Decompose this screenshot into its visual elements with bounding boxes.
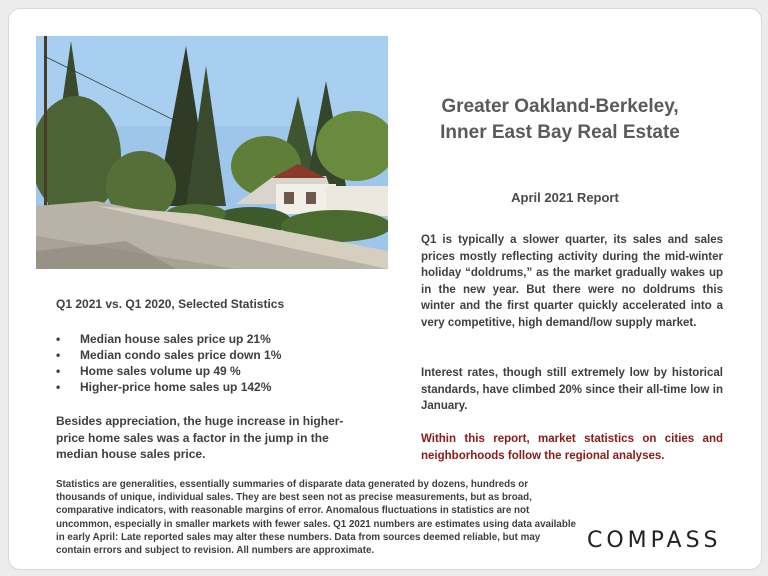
appreciation-note: Besides appreciation, the huge increase in higher-price home sales was a factor in the jump in the median house sales price. [56,414,344,461]
bullet-icon: • [56,332,61,346]
stat-text: Higher-price home sales up 142% [80,380,272,394]
neighborhood-street-photo [36,36,388,269]
statistics-heading: Q1 2021 vs. Q1 2020, Selected Statistics [56,297,285,311]
interest-rate-paragraph: Interest rates, though still extremely low by historical standards, have climbed 20% since their all-time low in January. [421,367,723,412]
bullet-icon: • [56,380,61,394]
stat-text: Median condo sales price down 1% [80,348,282,362]
compass-logo: COMPASS [587,528,722,553]
bullet-icon: • [56,348,61,362]
title-line-1: Greater Oakland-Berkeley, [441,96,679,117]
report-title [410,94,710,146]
intro-paragraph: Q1 is typically a slower quarter, its sales and sales prices mostly reflecting activity during the mid-winter holiday “doldrums,” as the market gradually wakes up in the new year. But there were no doldrums this winter and the first quarter quickly accelerated into a very competitive, high demand/low supply market. [421,234,723,329]
stat-text: Median house sales price up 21% [80,332,271,346]
list-item [56,331,281,347]
stat-text: Home sales volume up 49 % [80,364,241,378]
bullet-icon: • [56,364,61,378]
street-scene-image [36,36,388,269]
title-line-2: Inner East Bay Real Estate [440,122,680,143]
statistics-list [56,331,281,395]
report-date-label: April 2021 Report [511,190,619,205]
list-item [56,379,281,395]
disclaimer-text: Statistics are generalities, essentially summaries of disparate data generated by dozens, hundreds or thousands of unique, individual sales. They are best seen not as precise measurements, but as broad, comparative indicators, with reasonable margins of error. Anomalous fluctuations in statistics are not uncommon, especially in smaller markets with fewer sales. Q1 2021 numbers are estimates using data available in early April: Late reported sales may alter these numbers. Data from sources deemed reliable, but may contain errors and subject to revision. All numbers are approximate. [56,479,577,557]
list-item [56,347,281,363]
list-item [56,363,281,379]
report-note-paragraph: Within this report, market statistics on cities and neighborhoods follow the regional analyses. [421,433,723,462]
